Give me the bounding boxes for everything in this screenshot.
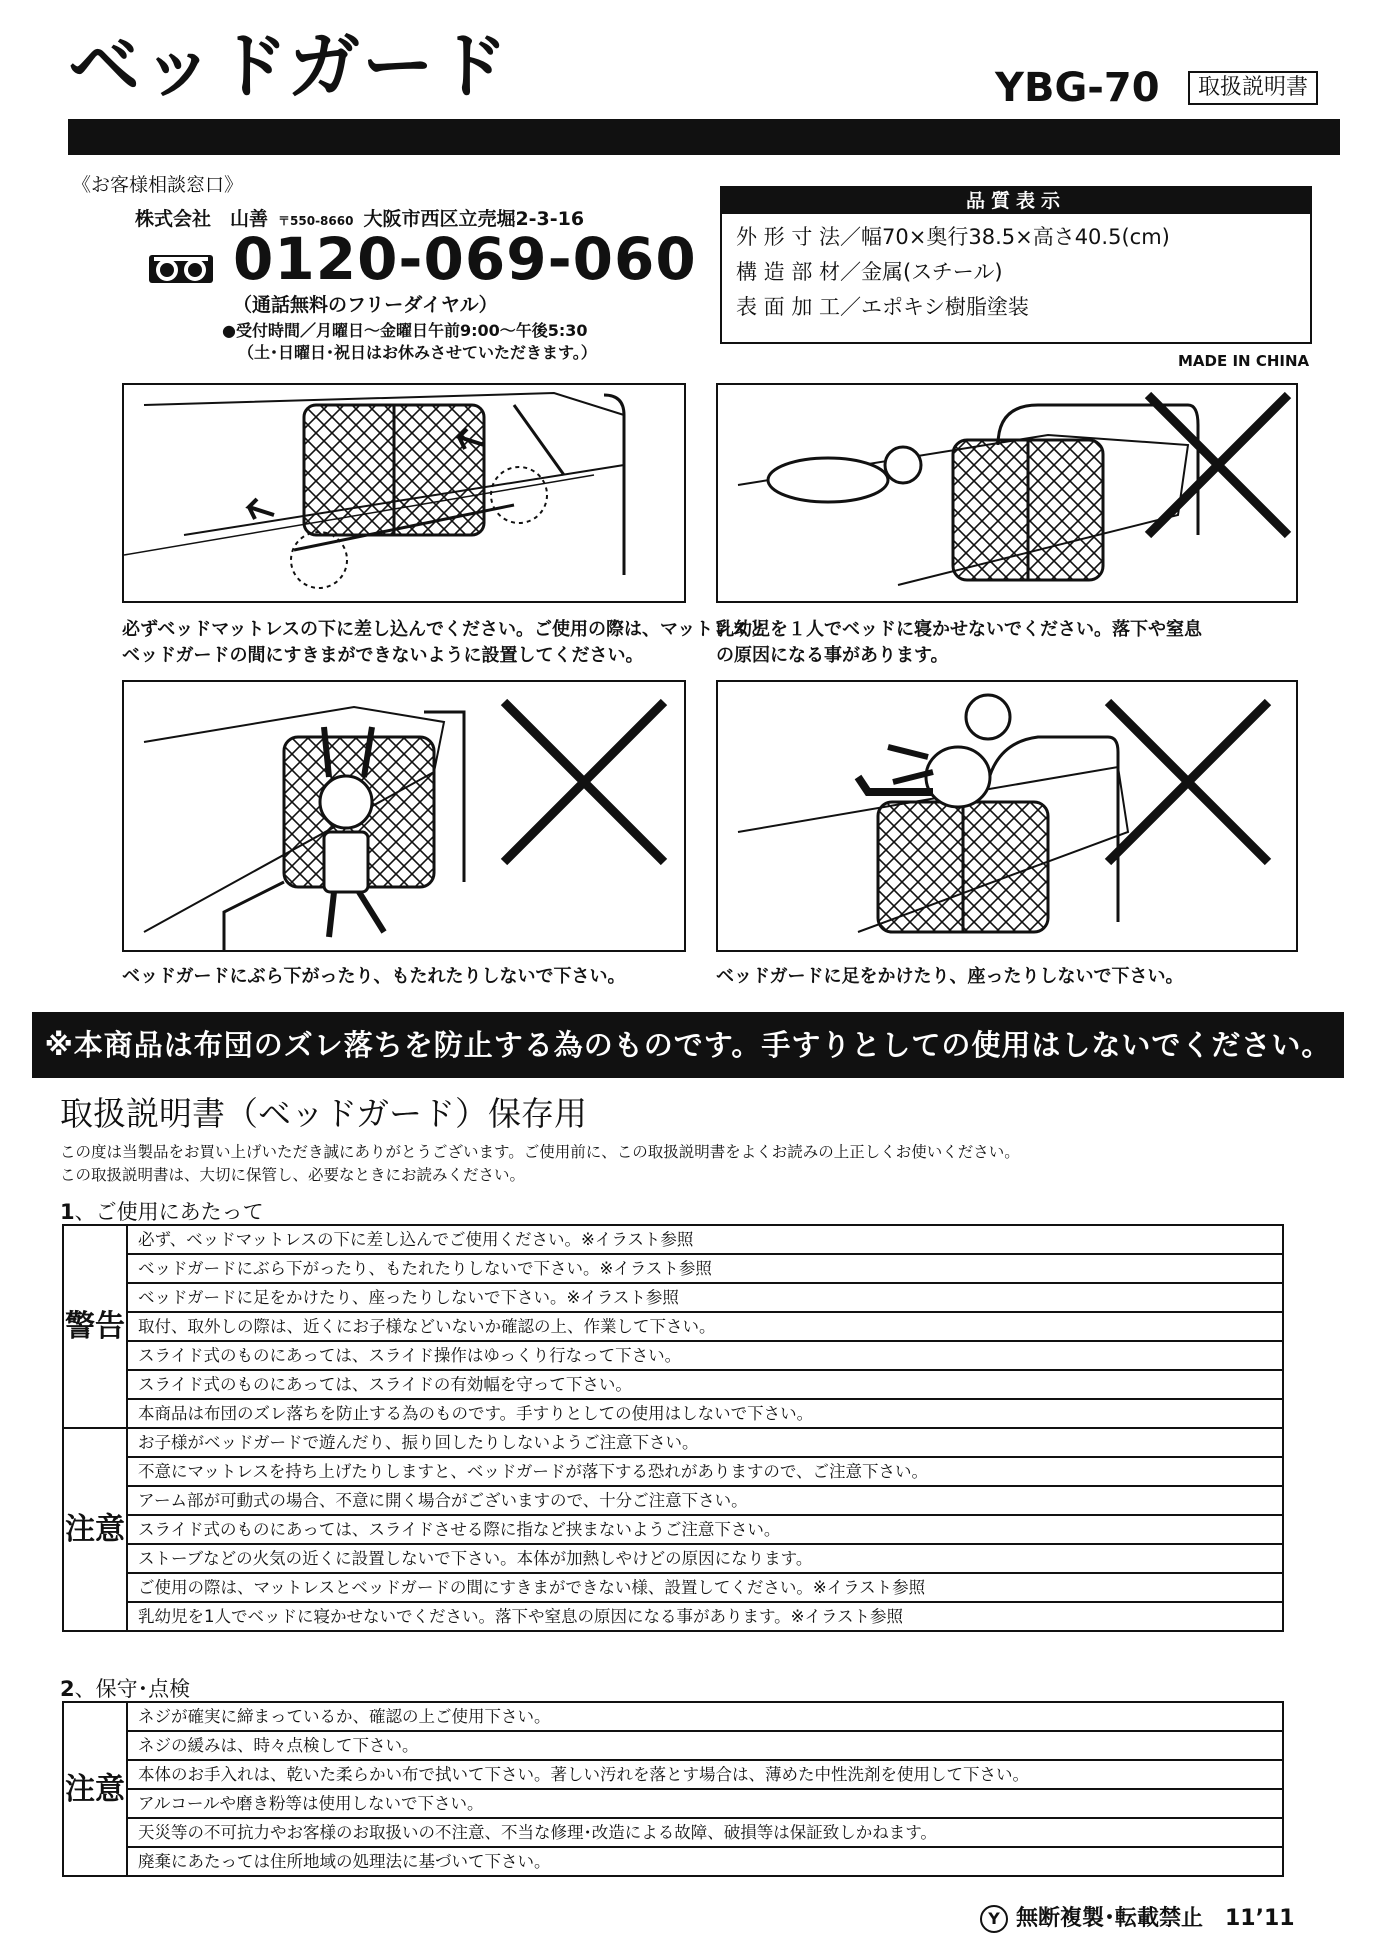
table-row: スライド式のものにあっては、スライドの有効幅を守って下さい。 [63,1370,1283,1399]
illustration-infant [716,383,1298,603]
model-number: YBG-70 [995,65,1160,111]
table-row: ベッドガードにぶら下がったり、もたれたりしないで下さい。※イラスト参照 [63,1254,1283,1283]
table-row: 廃棄にあたっては住所地域の処理法に基づいて下さい。 [63,1847,1283,1876]
caption-infant: 乳幼児を１人でベッドに寝かせないでください。落下や窒息 の原因になる事があります。 [716,619,1202,667]
maintenance-table [62,1701,1284,1877]
sitting-drawing [718,682,1296,950]
illustration-install [122,383,686,603]
manual-intro-2: この取扱説明書は、大切に保管し、必要なときにお読みください。 [60,1166,526,1184]
zip-code: 〒550-8660 [278,214,354,228]
origin-label: MADE IN CHINA [1178,352,1310,370]
quality-box [720,186,1312,344]
table-row: 注意 ネジが確実に締まっているか、確認の上ご使用下さい。 [63,1702,1283,1731]
table-row: 注意 お子様がベッドガードで遊んだり、振り回したりしないようご注意下さい。 [63,1428,1283,1457]
caption-hanging: ベッドガードにぶら下がったり、もたれたりしないで下さい。 [122,966,626,987]
table-row: ネジの緩みは、時々点検して下さい。 [63,1731,1283,1760]
quality-row-dimensions: 外 形 寸 法／幅70×奥行38.5×高さ40.5(cm) [736,225,1170,249]
caption-install: 必ずベッドマットレスの下に差し込んでください。ご使用の際は、マットレスと ベッドガードの間にすきまができないように設置してください。 [122,619,767,667]
table-row: 不意にマットレスを持ち上げたりしますと、ベッドガードが落下する恐れがありますので、ご注意下さい。 [63,1457,1283,1486]
table-row: ご使用の際は、マットレスとベッドガードの間にすきまができない様、設置してください。※イラスト参照 [63,1573,1283,1602]
freedial-icon [148,254,214,288]
manual-title: 取扱説明書（ベッドガード）保存用 [60,1094,588,1133]
business-hours: ●受付時間／月曜日～金曜日午前9:00～午後5:30 [222,321,588,340]
table-row: アルコールや磨き粉等は使用しないで下さい。 [63,1789,1283,1818]
caption-sitting: ベッドガードに足をかけたり、座ったりしないで下さい。 [716,966,1184,987]
infant-drawing [718,385,1296,601]
table-row: 取付、取外しの際は、近くにお子様などいないか確認の上、作業して下さい。 [63,1312,1283,1341]
yamazen-mark-icon: Y [980,1905,1008,1933]
quality-heading: 品質表示 [722,188,1310,214]
hanging-drawing [124,682,684,950]
warning-banner: ※本商品は布団のズレ落ちを防止する為のものです。手すりとしての使用はしないでください。 [32,1012,1344,1078]
holiday-note: （土･日曜日･祝日はお休みさせていただきます。） [238,343,597,362]
table-row: 警告 必ず、ベッドマットレスの下に差し込んでご使用ください。※イラスト参照 [63,1225,1283,1254]
maintenance-caution-label: 注意 [63,1702,127,1876]
usage-table [62,1224,1284,1632]
warning-label: 警告 [63,1225,127,1428]
free-dial-note: （通話無料のフリーダイヤル） [233,294,498,316]
table-row: アーム部が可動式の場合、不意に開く場合がございますので、十分ご注意下さい。 [63,1486,1283,1515]
install-drawing [124,385,684,601]
manual-label: 取扱説明書 [1188,71,1318,105]
product-title: ベッドガード [68,24,510,108]
manual-intro-1: この度は当製品をお買い上げいただき誠にありがとうございます。ご使用前に、この取扱説明書をよくお読みの上正しくお使いください。 [60,1143,1020,1161]
quality-row-material: 構 造 部 材／金属(スチール) [736,260,1003,284]
company-name: 株式会社 山善 [135,208,269,230]
table-row: ストーブなどの火気の近くに設置しないで下さい。本体が加熱しやけどの原因になります。 [63,1544,1283,1573]
consult-heading: 《お客様相談窓口》 [72,174,244,196]
company-address: 大阪市西区立売堀2-3-16 [363,208,585,230]
table-row: 本体のお手入れは、乾いた柔らかい布で拭いて下さい。著しい汚れを落とす場合は、薄めた中性洗剤を使用して下さい。 [63,1760,1283,1789]
section1-heading: 1、ご使用にあたって [60,1200,264,1224]
illustration-hanging [122,680,686,952]
table-row: 本商品は布団のズレ落ちを防止する為のものです。手すりとしての使用はしないで下さい。 [63,1399,1283,1428]
section2-heading: 2、保守･点検 [60,1677,191,1701]
table-row: 乳幼児を1人でベッドに寝かせないでください。落下や窒息の原因になる事があります。※イラスト参照 [63,1602,1283,1631]
copyright-text: 無断複製･転載禁止 11’11 [1016,1906,1295,1931]
quality-row-finish: 表 面 加 工／エポキシ樹脂塗装 [736,295,1029,319]
table-row: スライド式のものにあっては、スライド操作はゆっくり行なって下さい。 [63,1341,1283,1370]
table-row: スライド式のものにあっては、スライドさせる際に指など挟まないようご注意下さい。 [63,1515,1283,1544]
caution-label: 注意 [63,1428,127,1631]
table-row: ベッドガードに足をかけたり、座ったりしないで下さい。※イラスト参照 [63,1283,1283,1312]
table-row: 天災等の不可抗力やお客様のお取扱いの不注意、不当な修理･改造による故障、破損等は保証致しかねます。 [63,1818,1283,1847]
illustration-sitting [716,680,1298,952]
header-bar [68,119,1340,155]
footer [980,1901,1295,1933]
phone-number: 0120-069-060 [233,225,697,293]
